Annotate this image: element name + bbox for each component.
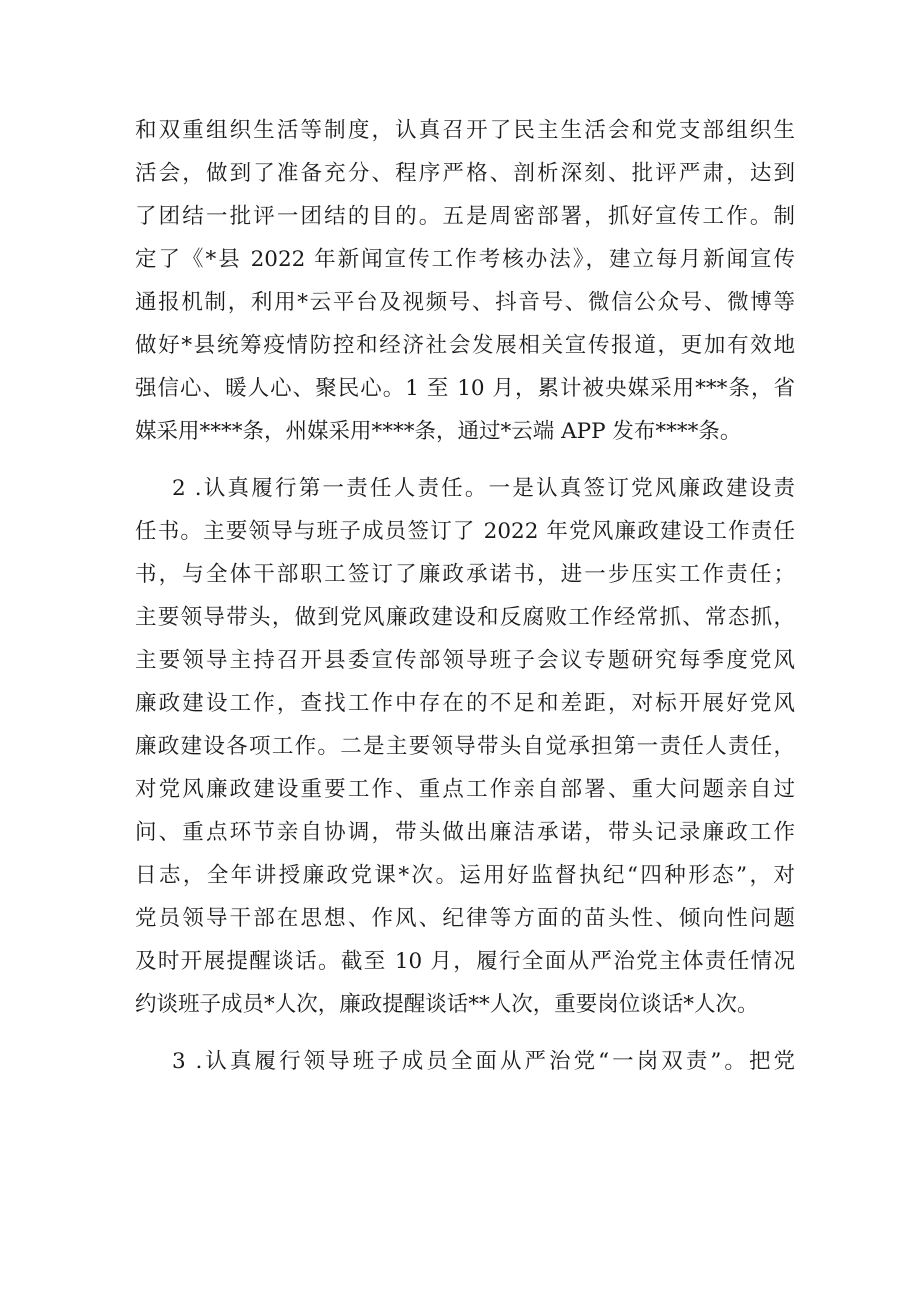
text-line: 廉政建设工作，查找工作中存在的不足和差距，对标开展好党风 <box>135 691 795 716</box>
text-line: 主要领导主持召开县委宣传部领导班子会议专题研究每季度党风 <box>135 648 795 673</box>
text-line: 问、重点环节亲自协调，带头做出廉洁承诺，带头记录廉政工作 <box>135 820 795 845</box>
text-line: 定了《*县 2022 年新闻宣传工作考核办法》，建立每月新闻宣传 <box>135 247 795 272</box>
text-line: 日志，全年讲授廉政党课*次。运用好监督执纪“四种形态”，对 <box>135 863 795 888</box>
text-line: 和双重组织生活等制度，认真召开了民主生活会和党支部组织生 <box>135 118 795 143</box>
text-line: 约谈班子成员*人次，廉政提醒谈话**人次，重要岗位谈话*人次。 <box>135 992 759 1017</box>
text-line: 对党风廉政建设重要工作、重点工作亲自部署、重大问题亲自过 <box>135 777 795 802</box>
text-line: 了团结一批评一团结的目的。五是周密部署，抓好宣传工作。制 <box>135 204 795 229</box>
text-line: 党员领导干部在思想、作风、纪律等方面的苗头性、倾向性问题 <box>135 906 795 931</box>
text-line: 任书。主要领导与班子成员签订了 2022 年党风廉政建设工作责任 <box>135 519 795 544</box>
text-line: 及时开展提醒谈话。截至 10 月，履行全面从严治党主体责任情况 <box>135 949 795 974</box>
text-line: 主要领导带头，做到党风廉政建设和反腐败工作经常抓、常态抓， <box>135 605 795 630</box>
text-line: 媒采用****条，州媒采用****条，通过*云端 APP 发布****条。 <box>135 419 742 444</box>
text-line: 通报机制，利用*云平台及视频号、抖音号、微信公众号、微博等 <box>135 290 795 315</box>
text-line: 强信心、暖人心、聚民心。1 至 10 月，累计被央媒采用***条，省 <box>135 376 795 401</box>
paragraph-first-line: 2 .认真履行第一责任人责任。一是认真签订党风廉政建设责 <box>172 476 795 501</box>
text-line: 做好*县统筹疫情防控和经济社会发展相关宣传报道，更加有效地 <box>135 333 795 358</box>
text-line: 廉政建设各项工作。二是主要领导带头自觉承担第一责任人责任， <box>135 734 795 759</box>
text-line: 书，与全体干部职工签订了廉政承诺书，进一步压实工作责任； <box>135 562 795 587</box>
text-line: 活会，做到了准备充分、程序严格、剖析深刻、批评严肃，达到 <box>135 161 795 186</box>
paragraph-first-line: 3 .认真履行领导班子成员全面从严治党“一岗双责”。把党 <box>172 1049 795 1074</box>
